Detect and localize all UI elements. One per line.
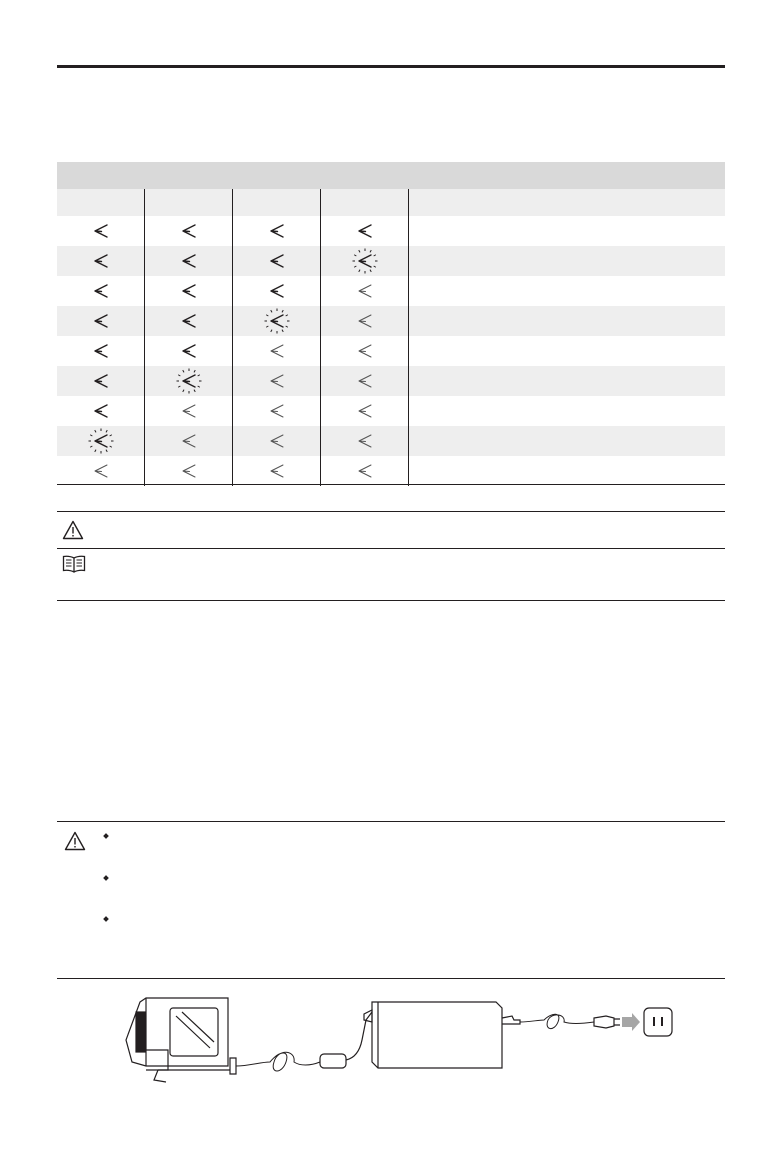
led-cell [321,366,409,396]
warning-triangle-icon [62,520,84,540]
led-icon [87,397,115,425]
led-cell [321,216,409,246]
column-header [321,189,409,216]
table-row [57,306,725,336]
led-icon [351,217,379,245]
led-cell [145,336,233,366]
led-blinking-icon [263,307,291,335]
led-icon [263,367,291,395]
led-icon [87,277,115,305]
led-icon [175,247,203,275]
warning-note [57,511,725,549]
column-header [57,189,145,216]
led-cell [321,456,409,486]
battery-hub-illustration [126,998,236,1082]
table-row [57,246,725,276]
row-description [409,336,725,366]
ac-plug [594,1016,620,1028]
led-icon [263,337,291,365]
led-icon [351,277,379,305]
led-icon [175,397,203,425]
column-header [409,189,725,216]
led-blinking-icon [351,247,379,275]
led-cell [233,336,321,366]
led-blinking-icon [87,427,115,455]
led-cell [145,216,233,246]
led-cell [233,216,321,246]
led-icon [351,367,379,395]
led-cell [145,306,233,336]
led-cell [321,276,409,306]
led-status-table [57,162,725,486]
led-icon [351,397,379,425]
led-cell [145,396,233,426]
power-adapter-illustration [364,1002,520,1068]
led-icon [87,307,115,335]
led-icon [351,457,379,485]
led-icon [351,307,379,335]
charging-warnings [57,821,725,979]
led-cell [233,456,321,486]
led-cell [321,426,409,456]
led-icon [175,307,203,335]
led-cell [233,246,321,276]
row-description [409,366,725,396]
table-row [57,216,725,246]
led-icon [351,427,379,455]
led-cell [57,276,145,306]
led-icon [175,217,203,245]
table-row [57,276,725,306]
led-cell [233,276,321,306]
table-row [57,366,725,396]
bullet [103,916,109,922]
ac-cable-coil [520,1014,594,1028]
led-cell [321,246,409,276]
table-bottom-rule [57,484,725,485]
plug-in-arrow-icon [622,1013,640,1031]
led-icon [263,397,291,425]
charging-connection-diagram [110,990,690,1100]
led-icon [351,337,379,365]
row-description [409,426,725,456]
open-book-icon [62,555,86,573]
warning-triangle-icon [64,831,86,851]
led-cell [57,336,145,366]
table-row [57,336,725,366]
table-header-row [57,189,725,216]
led-cell [57,366,145,396]
led-cell [57,456,145,486]
led-cell [145,246,233,276]
led-icon [87,337,115,365]
led-cell [145,456,233,486]
led-blinking-icon [175,367,203,395]
led-icon [175,457,203,485]
led-icon [87,247,115,275]
led-cell [57,426,145,456]
led-icon [263,427,291,455]
bullet [103,833,109,839]
led-cell [145,366,233,396]
top-rule [57,65,725,68]
led-cell [233,426,321,456]
table-row [57,426,725,456]
led-cell [57,306,145,336]
cable-coil [236,1052,320,1071]
table-row [57,456,725,486]
led-cell [145,276,233,306]
led-icon [263,277,291,305]
led-cell [321,306,409,336]
led-cell [145,426,233,456]
row-description [409,216,725,246]
row-description [409,306,725,336]
column-header [233,189,321,216]
led-icon [175,337,203,365]
led-icon [87,457,115,485]
table-header-title [57,162,725,189]
column-header [145,189,233,216]
row-description [409,456,725,486]
led-cell [57,396,145,426]
led-icon [263,217,291,245]
led-icon [175,427,203,455]
led-cell [233,306,321,336]
led-icon [87,217,115,245]
led-cell [233,396,321,426]
bullet [103,875,109,881]
led-icon [263,457,291,485]
wall-outlet-icon [644,1008,672,1036]
led-icon [263,247,291,275]
manual-note [57,548,725,601]
row-description [409,396,725,426]
led-icon [87,367,115,395]
led-cell [57,216,145,246]
row-description [409,276,725,306]
row-description [409,246,725,276]
table-row [57,396,725,426]
led-cell [321,336,409,366]
led-icon [175,277,203,305]
led-cell [233,366,321,396]
led-cell [321,396,409,426]
led-cell [57,246,145,276]
